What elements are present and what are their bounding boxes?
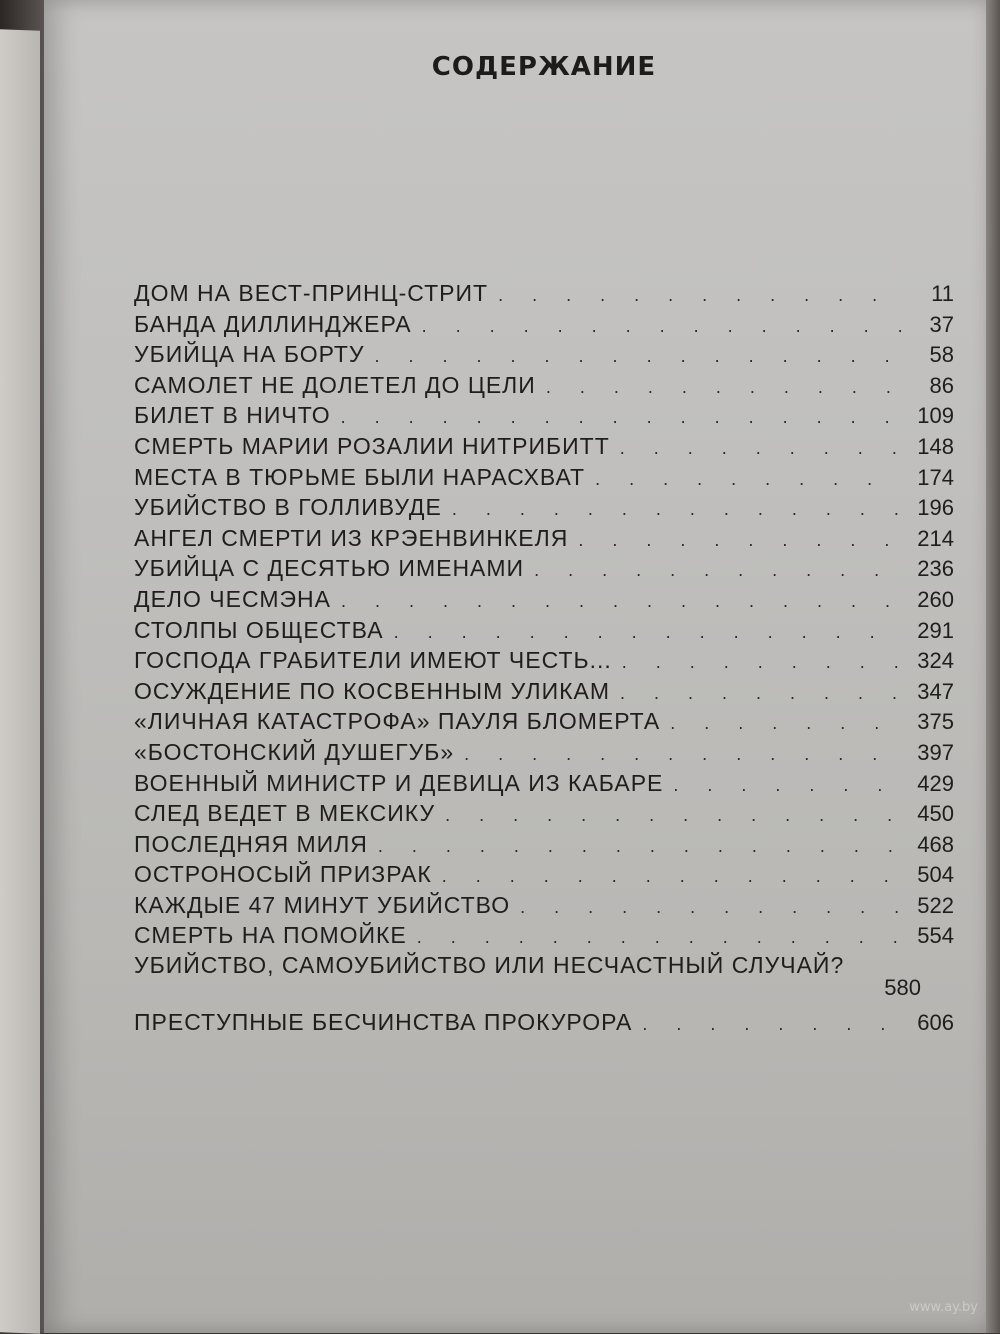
toc-entry-page: 214 — [917, 525, 954, 551]
toc-entry-title: УБИЙЦА НА БОРТУ — [134, 341, 365, 368]
toc-entry-page: 522 — [917, 892, 954, 918]
toc-entry-title: ГОСПОДА ГРАБИТЕЛИ ИМЕЮТ ЧЕСТЬ... — [134, 647, 612, 674]
toc-entry-title: КАЖДЫЕ 47 МИНУТ УБИЙСТВО — [134, 891, 511, 918]
toc-dot-leader — [378, 836, 902, 857]
toc-entry-title: СТОЛПЫ ОБЩЕСТВА — [134, 616, 384, 643]
toc-entry — [134, 831, 954, 862]
toc-dot-leader — [673, 775, 902, 796]
toc-entry-page: 196 — [917, 495, 954, 521]
toc-dot-leader — [341, 407, 902, 428]
toc-entry-page: 291 — [917, 617, 954, 643]
toc-dot-leader — [534, 560, 902, 581]
toc-entry-title: БИЛЕТ В НИЧТО — [134, 402, 331, 429]
toc-entry — [134, 311, 954, 342]
table-of-contents — [134, 280, 954, 1040]
toc-entry-title: ОСТРОНОСЫЙ ПРИЗРАК — [134, 861, 432, 888]
toc-entry — [134, 464, 954, 495]
toc-entry-page: 148 — [917, 433, 954, 459]
toc-entry-page: 86 — [929, 372, 954, 398]
toc-entry — [134, 586, 954, 617]
toc-entry-title: СЛЕД ВЕДЕТ В МЕКСИКУ — [134, 800, 436, 827]
toc-entry-page: 58 — [929, 342, 954, 368]
toc-entry-title: ОСУЖДЕНИЕ ПО КОСВЕННЫМ УЛИКАМ — [134, 677, 611, 704]
toc-entry-title: МЕСТА В ТЮРЬМЕ БЫЛИ НАРАСХВАТ — [134, 463, 586, 490]
toc-entry-page: 236 — [917, 556, 954, 582]
toc-entry-page: 109 — [917, 403, 954, 429]
toc-entry — [134, 433, 954, 464]
toc-entry — [134, 341, 954, 372]
toc-entry-page: 554 — [917, 923, 954, 949]
toc-dot-leader — [498, 285, 902, 306]
toc-dot-leader — [417, 927, 902, 948]
toc-entry-title: ПОСЛЕДНЯЯ МИЛЯ — [134, 830, 368, 857]
toc-entry — [134, 770, 954, 801]
toc-entry-title: УБИЙЦА С ДЕСЯТЬЮ ИМЕНАМИ — [134, 555, 525, 582]
toc-entry-page: 468 — [917, 831, 954, 857]
toc-entry — [134, 494, 954, 525]
toc-dot-leader — [445, 805, 902, 826]
toc-entry — [134, 1009, 954, 1040]
toc-entry-title: БАНДА ДИЛЛИНДЖЕРА — [134, 310, 412, 337]
toc-dot-leader — [670, 713, 902, 734]
toc-entry-title: «ЛИЧНАЯ КАТАСТРОФА» ПАУЛЯ БЛОМЕРТА — [134, 708, 661, 735]
toc-entry-title: УБИЙСТВО В ГОЛЛИВУДЕ — [134, 494, 442, 521]
toc-entry-page: 429 — [917, 770, 954, 796]
toc-entry — [134, 892, 954, 923]
toc-entry-page: 580 — [884, 975, 921, 1001]
toc-entry-title: «БОСТОНСКИЙ ДУШЕГУБ» — [134, 738, 455, 765]
toc-entry-page: 11 — [931, 281, 954, 306]
toc-entry-title: СМЕРТЬ МАРИИ РОЗАЛИИ НИТРИБИТТ — [134, 432, 610, 459]
toc-dot-leader — [578, 530, 902, 551]
toc-dot-leader — [546, 377, 902, 398]
toc-entry — [134, 555, 954, 586]
toc-entry-page: 174 — [917, 464, 954, 490]
toc-entry — [134, 372, 954, 403]
book-page — [44, 0, 988, 1333]
toc-entry-page: 606 — [917, 1010, 954, 1036]
toc-dot-leader — [620, 438, 902, 459]
toc-dot-leader — [520, 897, 902, 918]
toc-entry-title: ДЕЛО ЧЕСМЭНА — [134, 585, 331, 612]
toc-entry-title: АНГЕЛ СМЕРТИ ИЗ КРЭЕНВИНКЕЛЯ — [134, 524, 569, 551]
toc-dot-leader — [422, 316, 902, 337]
toc-entry-title: УБИЙСТВО, САМОУБИЙСТВО ИЛИ НЕСЧАСТНЫЙ СЛУЧАЙ? — [134, 952, 845, 979]
toc-entry — [134, 402, 954, 433]
toc-entry — [134, 617, 954, 648]
toc-dot-leader — [341, 591, 902, 612]
toc-dot-leader — [464, 744, 902, 765]
toc-entry-page: 450 — [917, 801, 954, 827]
facing-page-edge — [0, 29, 40, 1333]
toc-dot-leader — [642, 1014, 902, 1035]
toc-entry — [134, 739, 954, 770]
toc-entry — [134, 678, 954, 709]
watermark-text: www.ay.by — [909, 1300, 978, 1315]
toc-entry-title: САМОЛЕТ НЕ ДОЛЕТЕЛ ДО ЦЕЛИ — [134, 371, 536, 398]
page-title: СОДЕРЖАНИЕ — [431, 52, 657, 82]
toc-entry — [134, 800, 954, 831]
toc-entry-page: 260 — [917, 586, 954, 612]
toc-entry-page: 347 — [917, 678, 954, 704]
toc-entry — [134, 708, 954, 739]
toc-entry-page: 375 — [917, 709, 954, 735]
toc-dot-leader — [595, 469, 902, 490]
toc-dot-leader — [442, 866, 902, 887]
toc-dot-leader — [622, 652, 902, 673]
toc-entry-page: 37 — [929, 311, 954, 337]
toc-entry-title: ПРЕСТУПНЫЕ БЕСЧИНСТВА ПРОКУРОРА — [134, 1009, 633, 1036]
toc-dot-leader — [394, 622, 902, 643]
toc-entry-title: ДОМ НА ВЕСТ-ПРИНЦ-СТРИТ — [134, 280, 489, 306]
toc-entry-title: ВОЕННЫЙ МИНИСТР И ДЕВИЦА ИЗ КАБАРЕ — [134, 769, 664, 796]
toc-entry-page: 397 — [917, 739, 954, 765]
toc-entry — [134, 861, 954, 892]
toc-entry — [134, 953, 954, 1009]
book-edge-shadow — [986, 0, 1000, 1333]
toc-dot-leader — [375, 346, 902, 367]
toc-dot-leader — [620, 683, 902, 704]
toc-entry — [134, 525, 954, 556]
toc-entry-page: 504 — [917, 862, 954, 888]
toc-entry-title: СМЕРТЬ НА ПОМОЙКЕ — [134, 922, 407, 949]
toc-entry-page: 324 — [917, 648, 954, 674]
toc-entry — [134, 922, 954, 953]
toc-dot-leader — [452, 499, 902, 520]
toc-entry — [134, 647, 954, 678]
toc-entry — [134, 280, 954, 311]
